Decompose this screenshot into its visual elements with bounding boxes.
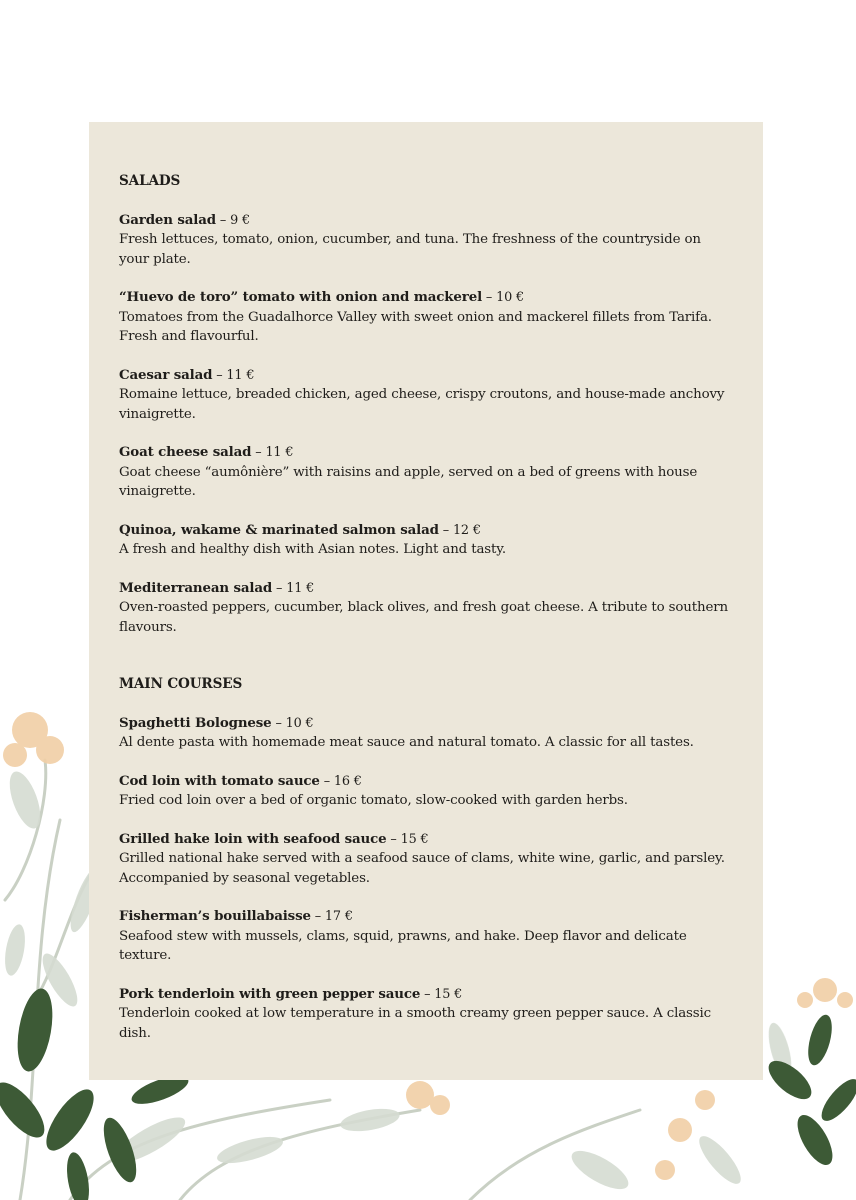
dish-description: Romaine lettuce, breaded chicken, aged cheese, crispy croutons, and house-made anchovy vinaigrette. [119,387,725,422]
dish-price: 10 € [285,715,314,731]
section-title: MAIN COURSES [119,676,243,692]
menu-item [119,443,731,502]
dish-description: Tomatoes from the Guadalhorce Valley with sweet onion and mackerel fillets from Tarifa. Fresh and flavourful. [119,309,712,344]
dish-name: Mediterranean salad [119,579,273,596]
price-separator: – [420,986,435,1002]
dish-price: 15 € [400,831,429,847]
dish-price: 9 € [230,212,250,228]
dish-price: 10 € [496,290,525,305]
menu-item [119,211,731,270]
price-separator: – [386,831,401,847]
dish-description: Fried cod loin over a bed of organic tomato, slow-cooked with garden herbs. [119,793,628,808]
menu-item [119,288,731,347]
menu-item [119,772,731,811]
dish-name: Caesar salad [119,366,213,383]
dish-name: Quinoa, wakame & marinated salmon salad [119,521,439,538]
price-separator: – [271,715,286,731]
price-separator: – [319,773,334,789]
menu-item [119,366,731,425]
menu-item [119,714,731,753]
dish-price: 12 € [452,522,481,538]
section-title: SALADS [119,173,181,189]
price-separator: – [212,367,227,383]
price-separator: – [216,212,231,228]
menu-content [119,172,731,1062]
menu-item [119,985,731,1044]
dish-price: 11 € [265,445,294,460]
dish-description: Tenderloin cooked at low temperature in a smooth creamy green pepper sauce. A classic dish. [119,1006,711,1041]
dish-name: “Huevo de toro” tomato with onion and mackerel [119,289,483,305]
price-separator: – [272,580,287,596]
dish-price: 15 € [434,986,463,1002]
dish-name: Goat cheese salad [119,444,252,460]
dish-price: 11 € [226,367,255,383]
menu-item [119,579,731,638]
menu-section-main-courses [119,675,731,1043]
dish-name: Spaghetti Bolognese [119,714,272,731]
dish-price: 11 € [286,580,315,596]
dish-description: Goat cheese “aumônière” with raisins and apple, served on a bed of greens with house vinaigrette. [119,464,698,499]
dish-name: Pork tenderloin with green pepper sauce [119,985,421,1002]
menu-item [119,830,731,889]
dish-price: 16 € [333,773,362,789]
dish-name: Cod loin with tomato sauce [119,772,320,789]
price-separator: – [310,909,325,924]
dish-description: Grilled national hake served with a seafood sauce of clams, white wine, garlic, and parsley. Accompanied by seasonal vegetables. [119,851,725,886]
dish-description: Fresh lettuces, tomato, onion, cucumber, and tuna. The freshness of the countryside on your plate. [119,232,701,267]
dish-description: Seafood stew with mussels, clams, squid, prawns, and hake. Deep flavor and delicate texture. [119,928,687,963]
dish-name: Grilled hake loin with seafood sauce [119,830,387,847]
dish-name: Garden salad [119,211,216,228]
dish-description: Oven-roasted peppers, cucumber, black olives, and fresh goat cheese. A tribute to southern flavours. [119,600,728,635]
dish-description: Al dente pasta with homemade meat sauce and natural tomato. A classic for all tastes. [119,735,694,750]
menu-item [119,521,731,560]
price-separator: – [251,445,266,460]
price-separator: – [482,290,497,305]
menu-item [119,907,731,966]
price-separator: – [438,522,453,538]
dish-name: Fisherman’s bouillabaisse [119,908,311,924]
dish-price: 17 € [324,909,353,924]
dish-description: A fresh and healthy dish with Asian notes. Light and tasty. [119,542,506,557]
menu-section-salads [119,172,731,637]
